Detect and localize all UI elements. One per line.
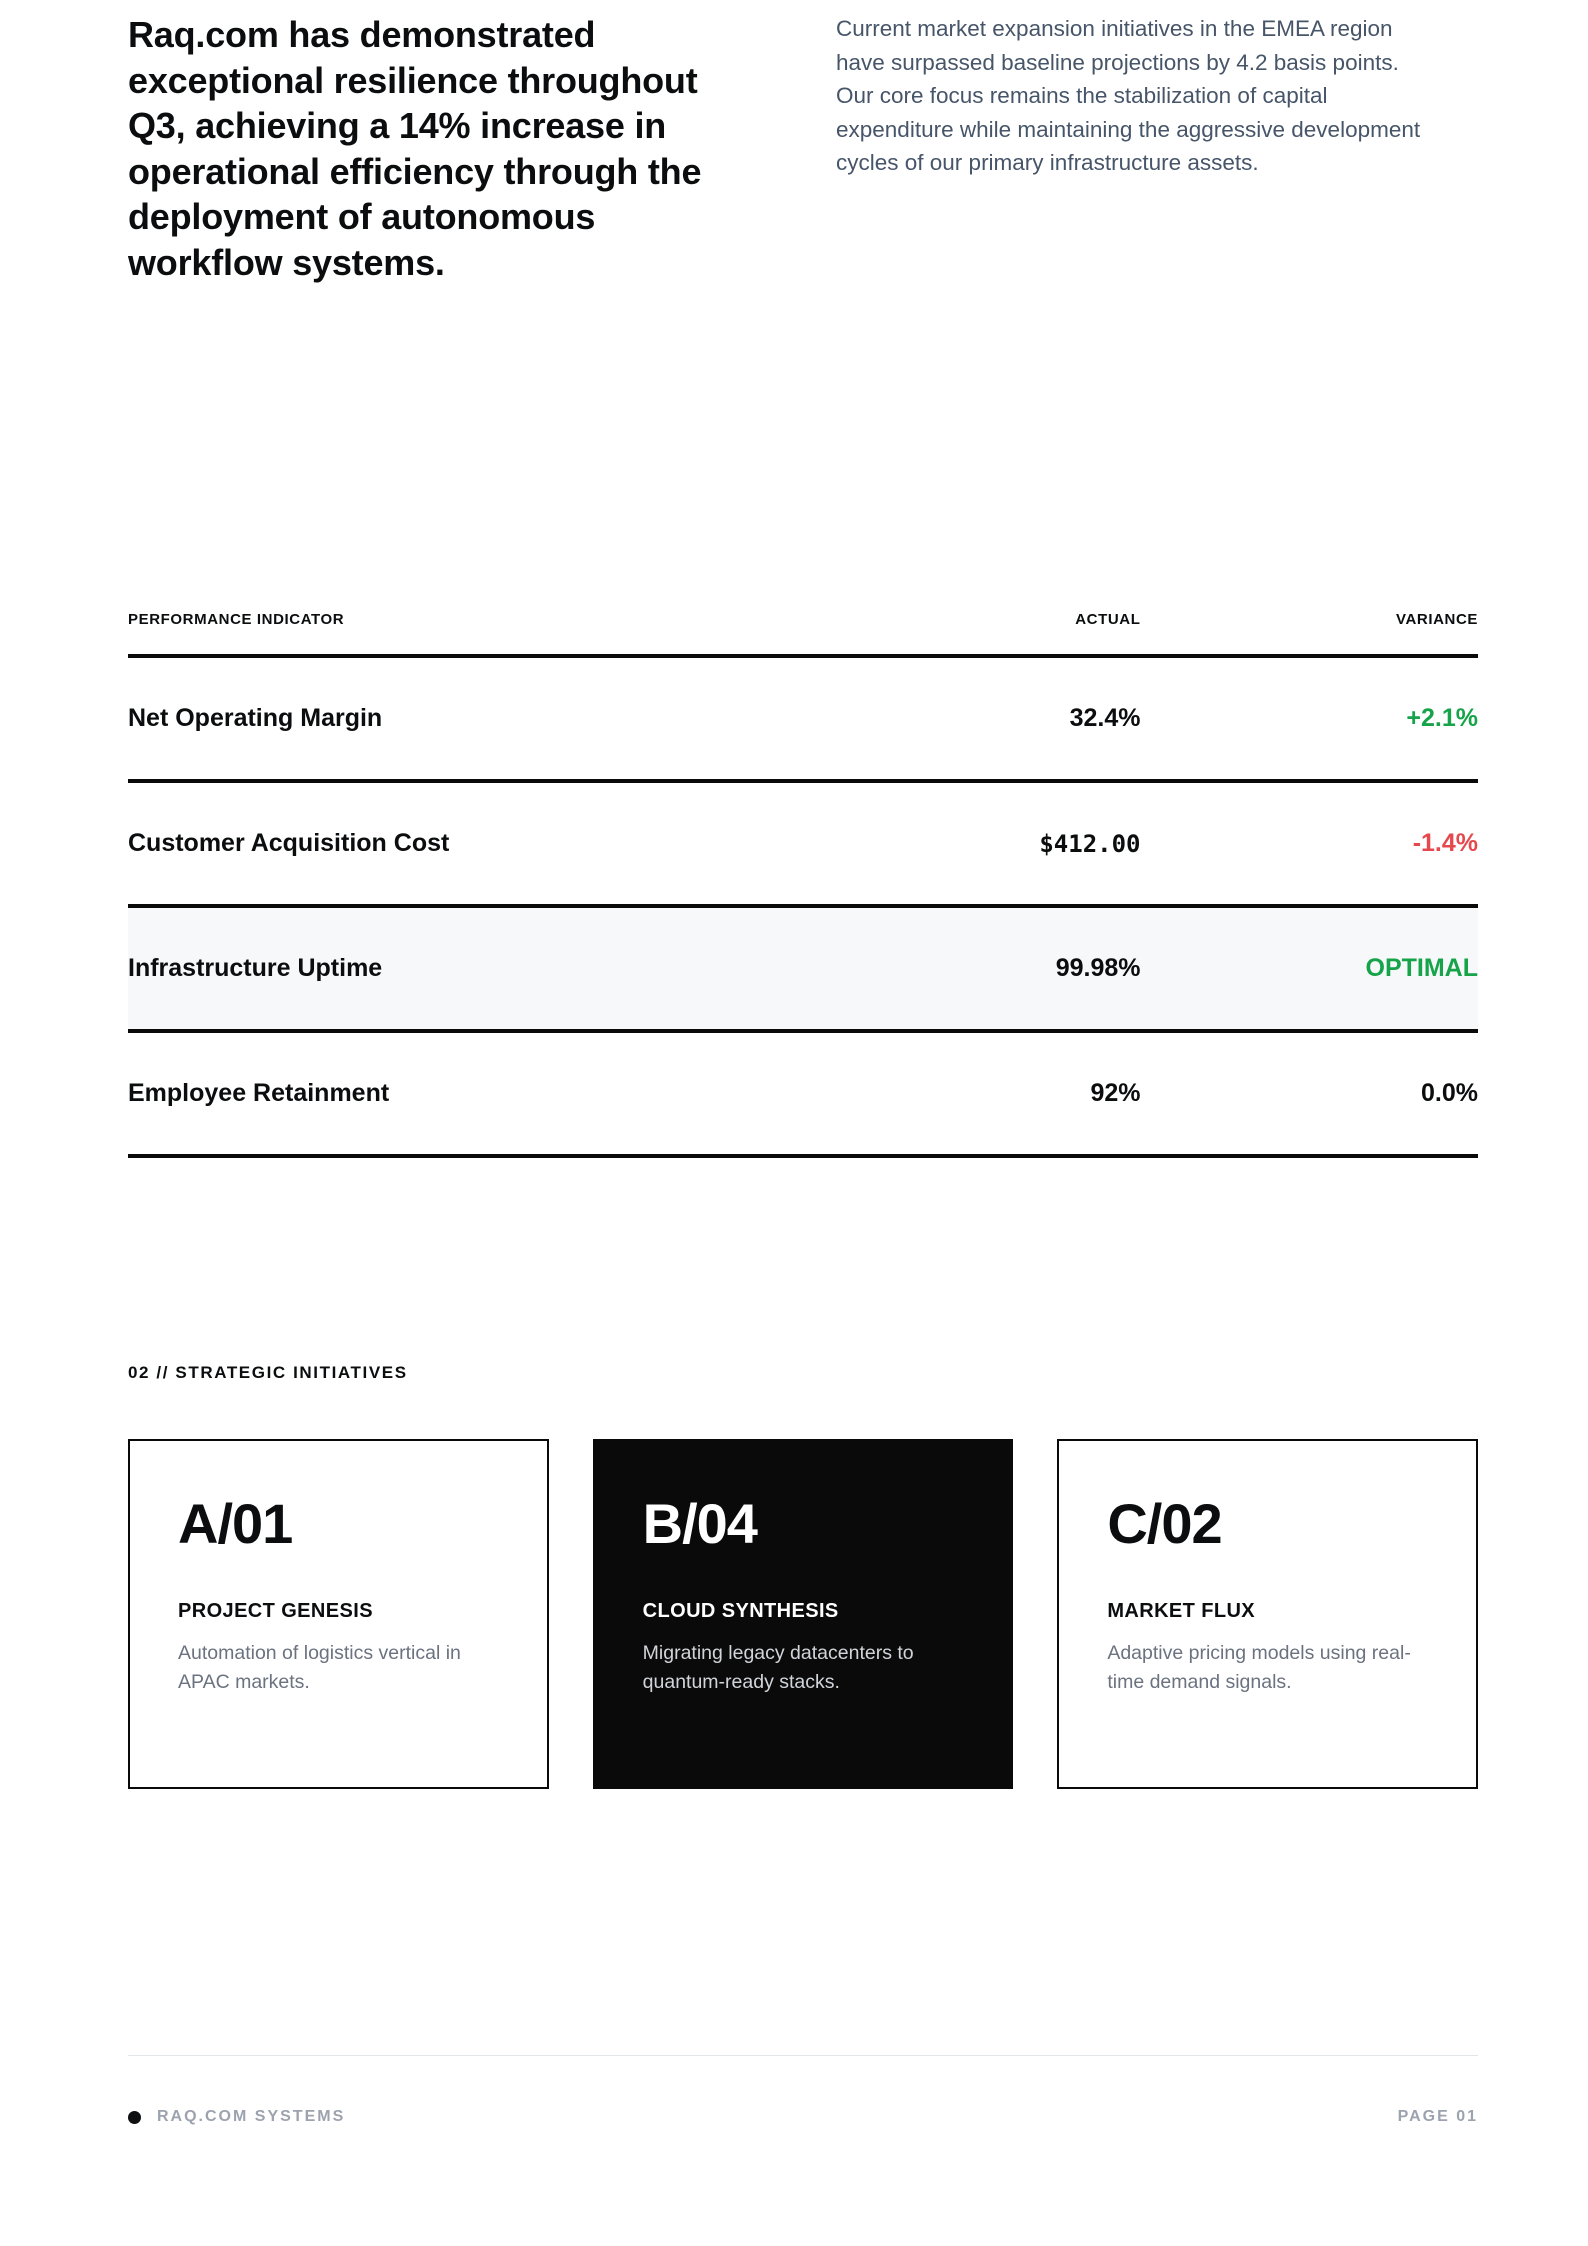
performance-table — [128, 611, 1478, 1158]
table-row — [128, 1031, 1478, 1156]
page-number: PAGE 01 — [1397, 2108, 1478, 2125]
brand-label: RAQ.COM SYSTEMS — [157, 2108, 346, 2125]
strategic-initiatives-section — [128, 1363, 1478, 1789]
variance-value: -1.4% — [1141, 781, 1479, 906]
table-row-highlighted — [128, 906, 1478, 1031]
intro-paragraph: Current market expansion initiatives in the EMEA region have surpassed baseline projections by 4.2 basis points. Our core focus remains the stabilization of capital expenditure while maintaining the aggressive development cycles of our primary infrastructure assets. — [836, 16, 1421, 175]
indicator-name: Employee Retainment — [128, 1031, 803, 1156]
card-code: C/02 — [1107, 1492, 1222, 1555]
actual-value: 32.4% — [803, 656, 1141, 781]
column-header-actual: ACTUAL — [803, 611, 1141, 656]
column-header-variance: VARIANCE — [1141, 611, 1479, 656]
performance-metrics-section — [128, 611, 1478, 1158]
brand-dot-icon — [128, 2111, 141, 2124]
actual-value: 92% — [803, 1031, 1141, 1156]
initiative-card-project-genesis — [128, 1439, 549, 1789]
card-code: A/01 — [178, 1492, 293, 1555]
actual-value: $412.00 — [803, 781, 1141, 906]
initiative-card-market-flux — [1057, 1439, 1478, 1789]
card-code: B/04 — [642, 1492, 757, 1555]
variance-value: +2.1% — [1141, 656, 1479, 781]
column-header-indicator: PERFORMANCE INDICATOR — [128, 611, 803, 656]
indicator-name: Customer Acquisition Cost — [128, 781, 803, 906]
card-description: Automation of logistics vertical in APAC markets. — [178, 1642, 461, 1693]
table-row — [128, 656, 1478, 781]
indicator-name: Net Operating Margin — [128, 656, 803, 781]
intro-section — [128, 12, 1478, 285]
card-title: MARKET FLUX — [1107, 1600, 1256, 1622]
indicator-name: Infrastructure Uptime — [128, 906, 803, 1031]
actual-value: 99.98% — [803, 906, 1141, 1031]
footer-brand — [128, 2108, 345, 2126]
card-title: CLOUD SYNTHESIS — [642, 1600, 839, 1622]
table-header-row — [128, 611, 1478, 656]
initiative-cards — [128, 1439, 1478, 1789]
card-description: Migrating legacy datacenters to quantum-ready stacks. — [642, 1642, 914, 1693]
initiative-card-cloud-synthesis — [593, 1439, 1014, 1789]
variance-value: 0.0% — [1141, 1031, 1479, 1156]
variance-value: OPTIMAL — [1141, 906, 1479, 1031]
table-row — [128, 781, 1478, 906]
page-footer — [128, 2055, 1478, 2126]
card-title: PROJECT GENESIS — [178, 1600, 373, 1622]
card-description: Adaptive pricing models using real-time demand signals. — [1107, 1642, 1411, 1693]
section-label: 02 // STRATEGIC INITIATIVES — [128, 1363, 408, 1382]
headline: Raq.com has demonstrated exceptional resilience throughout Q3, achieving a 14% increase in operational efficiency through the deployment of autonomous workflow systems. — [128, 14, 702, 283]
